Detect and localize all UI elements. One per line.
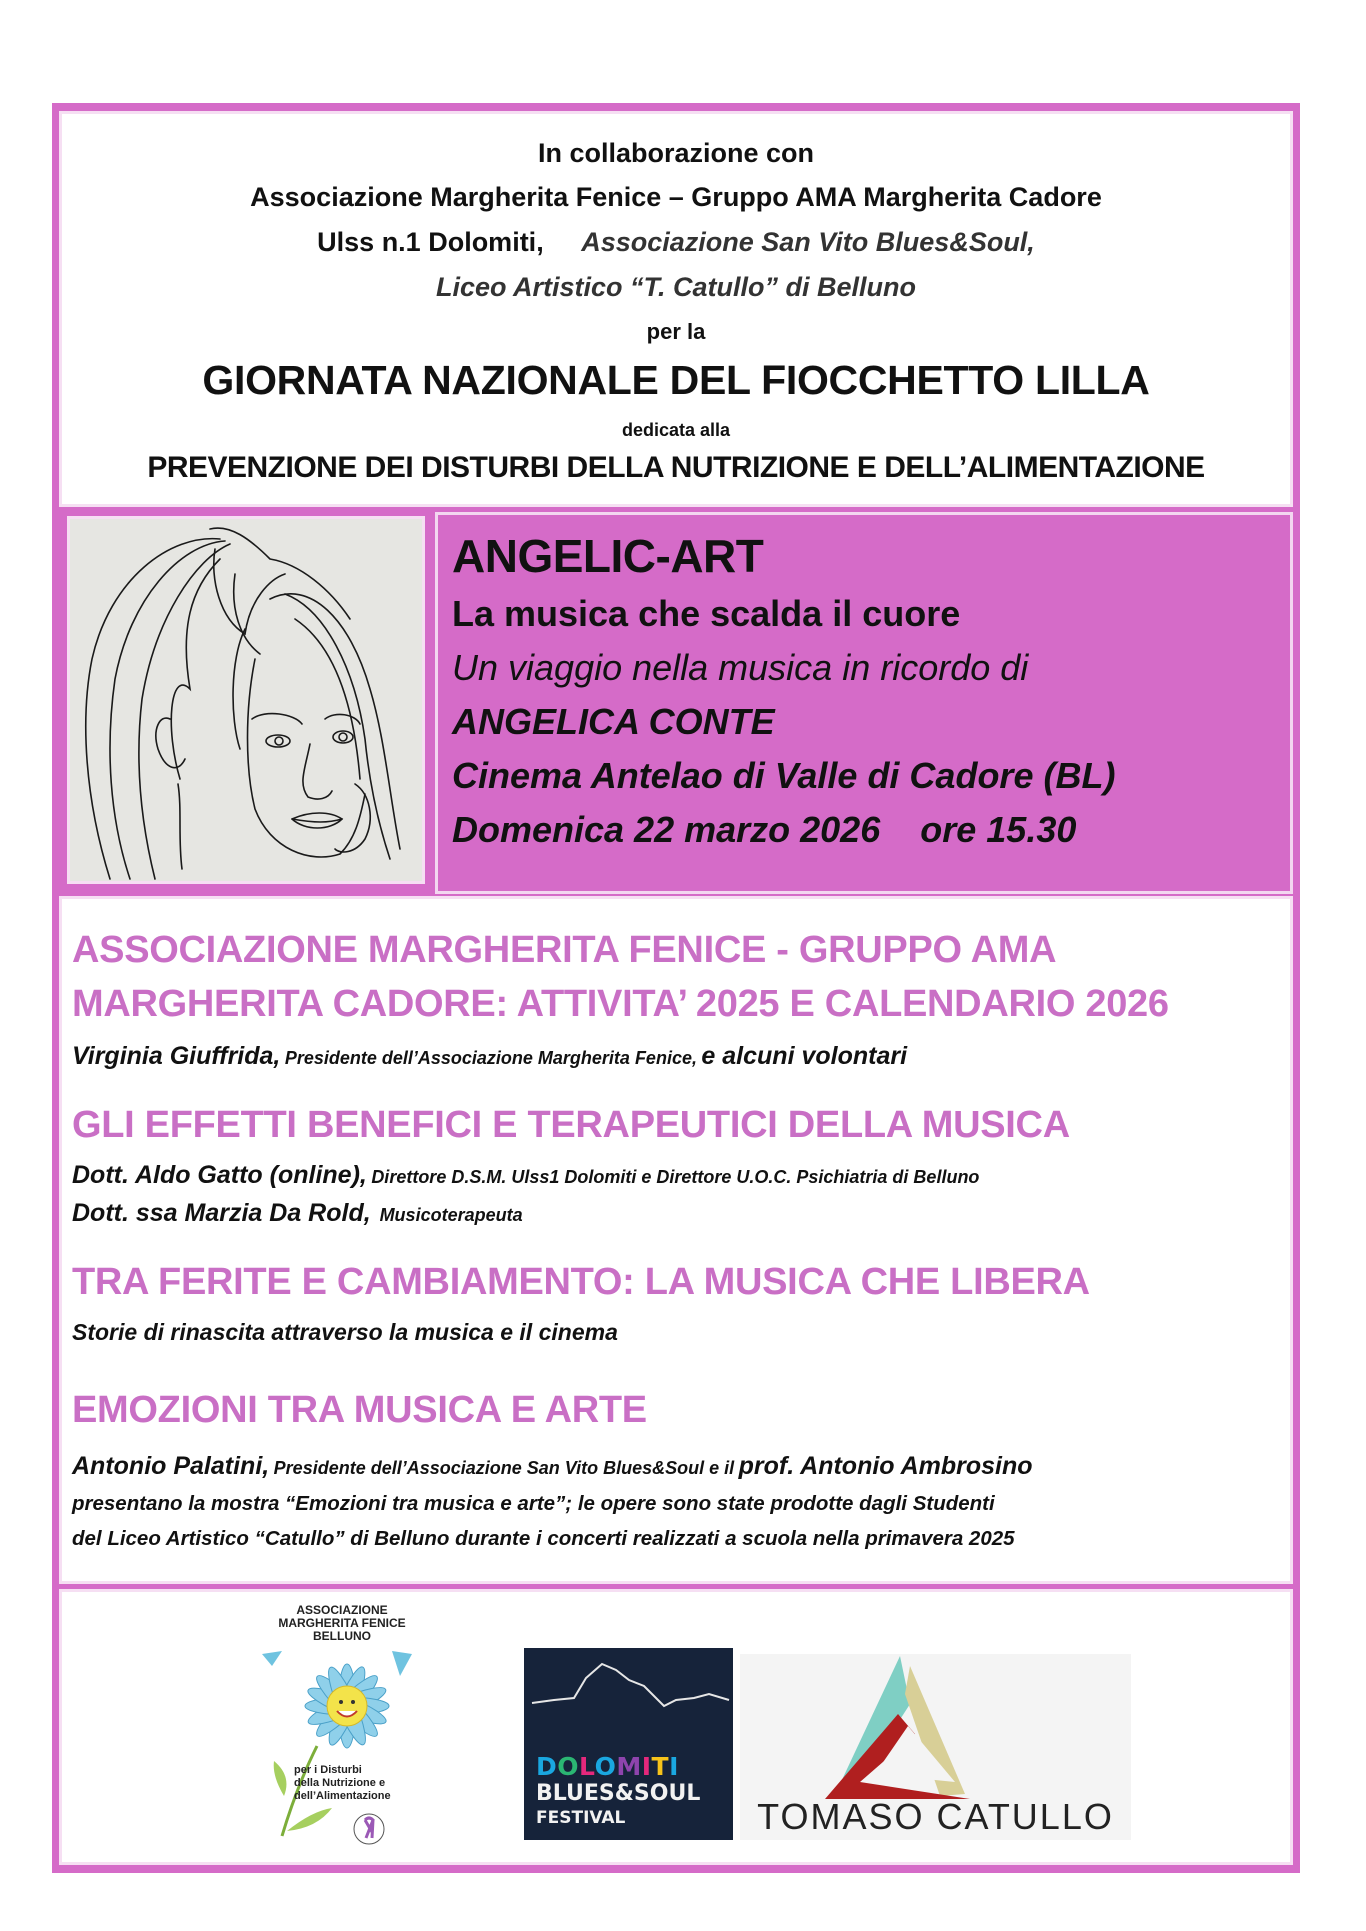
- program-speaker-3: [72, 1199, 523, 1228]
- collab-partners-2: [62, 227, 1290, 258]
- lilac-ribbon-badge-icon: [352, 1812, 386, 1846]
- program-box: [62, 899, 1290, 1581]
- dolomiti-blues-soul-logo: [524, 1648, 733, 1840]
- program-heading-4: EMOZIONI TRA MUSICA E ARTE: [72, 1389, 647, 1431]
- festival-wordmark: FESTIVAL: [536, 1808, 626, 1828]
- event-date: Domenica 22 marzo 2026: [452, 809, 881, 850]
- event-honoree: ANGELICA CONTE: [452, 701, 775, 742]
- speaker-name: Dott. ssa Marzia Da Rold,: [72, 1199, 371, 1227]
- tomaso-catullo-logo: [740, 1654, 1131, 1840]
- main-subtitle: PREVENZIONE DEI DISTURBI DELLA NUTRIZIONE E DELL’ALIMENTAZIONE: [147, 451, 1205, 484]
- program-heading-2: GLI EFFETTI BENEFICI E TERAPEUTICI DELLA MUSICA: [72, 1104, 1070, 1146]
- program-heading-1b: MARGHERITA CADORE: ATTIVITA’ 2025 E CALENDARIO 2026: [72, 983, 1169, 1025]
- speaker-extra: e alcuni volontari: [701, 1042, 908, 1070]
- speaker-name: Dott. Aldo Gatto (online),: [72, 1161, 367, 1189]
- program-description-4a: presentano la mostra “Emozioni tra musica e arte”; le opere sono state prodotte dagli Studenti: [72, 1492, 995, 1515]
- event-title: ANGELIC-ART: [452, 530, 764, 582]
- margherita-fenice-logo: [242, 1604, 442, 1852]
- program-heading-3: TRA FERITE E CAMBIAMENTO: LA MUSICA CHE LIBERA: [72, 1261, 1090, 1303]
- ulss-label: Ulss n.1 Dolomiti,: [317, 227, 544, 257]
- collab-partners: Associazione Margherita Fenice – Gruppo AMA Margherita Cadore: [250, 182, 1102, 212]
- program-speaker-4: [72, 1452, 1033, 1481]
- event-memory-line: Un viaggio nella musica in ricordo di: [452, 647, 1029, 688]
- event-tagline: La musica che scalda il cuore: [452, 593, 961, 634]
- blues-soul-label: Associazione San Vito Blues&Soul,: [581, 227, 1035, 257]
- catullo-triangle-icon: [740, 1654, 1131, 1804]
- daisy-icon: [242, 1646, 442, 1846]
- portrait-drawing-icon: [70, 519, 422, 881]
- header-box: [62, 114, 1290, 504]
- program-speaker-2: [72, 1161, 979, 1190]
- program-description-3: Storie di rinascita attraverso la musica e il cinema: [72, 1319, 618, 1345]
- program-heading-1a: ASSOCIAZIONE MARGHERITA FENICE - GRUPPO AMA: [72, 929, 1057, 971]
- event-datetime: [452, 809, 1076, 851]
- program-speaker-1: [72, 1042, 907, 1071]
- event-panel: [438, 515, 1290, 891]
- speaker-role: Presidente dell’Associazione Margherita Fenice,: [284, 1048, 697, 1068]
- logos-box: [62, 1592, 1290, 1862]
- mountain-skyline-icon: [524, 1658, 733, 1728]
- speaker-role: Direttore D.S.M. Ulss1 Dolomiti e Direttore U.O.C. Psichiatria di Belluno: [371, 1167, 980, 1187]
- blues-soul-wordmark: BLUES&SOUL: [536, 1781, 701, 1806]
- dolomiti-wordmark-colored: DOLOMITI: [536, 1752, 679, 1781]
- speaker-name: Virginia Giuffrida,: [72, 1042, 281, 1070]
- collab-intro: In collaborazione con: [537, 138, 815, 168]
- speaker-role: Presidente dell’Associazione San Vito Blues&Soul e il: [273, 1458, 735, 1478]
- event-time: ore 15.30: [920, 809, 1077, 850]
- main-title: GIORNATA NAZIONALE DEL FIOCCHETTO LILLA: [202, 357, 1150, 403]
- margherita-logo-subtitle: per i Disturbi della Nutrizione e dell’Alimentazione: [294, 1764, 391, 1802]
- per-la: per la: [646, 319, 706, 344]
- speaker-extra: prof. Antonio Ambrosino: [738, 1452, 1033, 1480]
- liceo-label: Liceo Artistico “T. Catullo” di Belluno: [435, 272, 916, 302]
- tomaso-catullo-wordmark: TOMASO CATULLO: [757, 1796, 1114, 1837]
- program-description-4b: del Liceo Artistico “Catullo” di Belluno durante i concerti realizzati a scuola nella primavera 2025: [72, 1527, 1015, 1550]
- portrait-image: [70, 519, 422, 881]
- dedicated-to: dedicata alla: [621, 420, 731, 440]
- speaker-role: Musicoterapeuta: [379, 1205, 523, 1225]
- margherita-logo-title: ASSOCIAZIONE MARGHERITA FENICE BELLUNO: [278, 1603, 406, 1643]
- speaker-name: Antonio Palatini,: [72, 1452, 270, 1480]
- event-venue: Cinema Antelao di Valle di Cadore (BL): [452, 755, 1116, 796]
